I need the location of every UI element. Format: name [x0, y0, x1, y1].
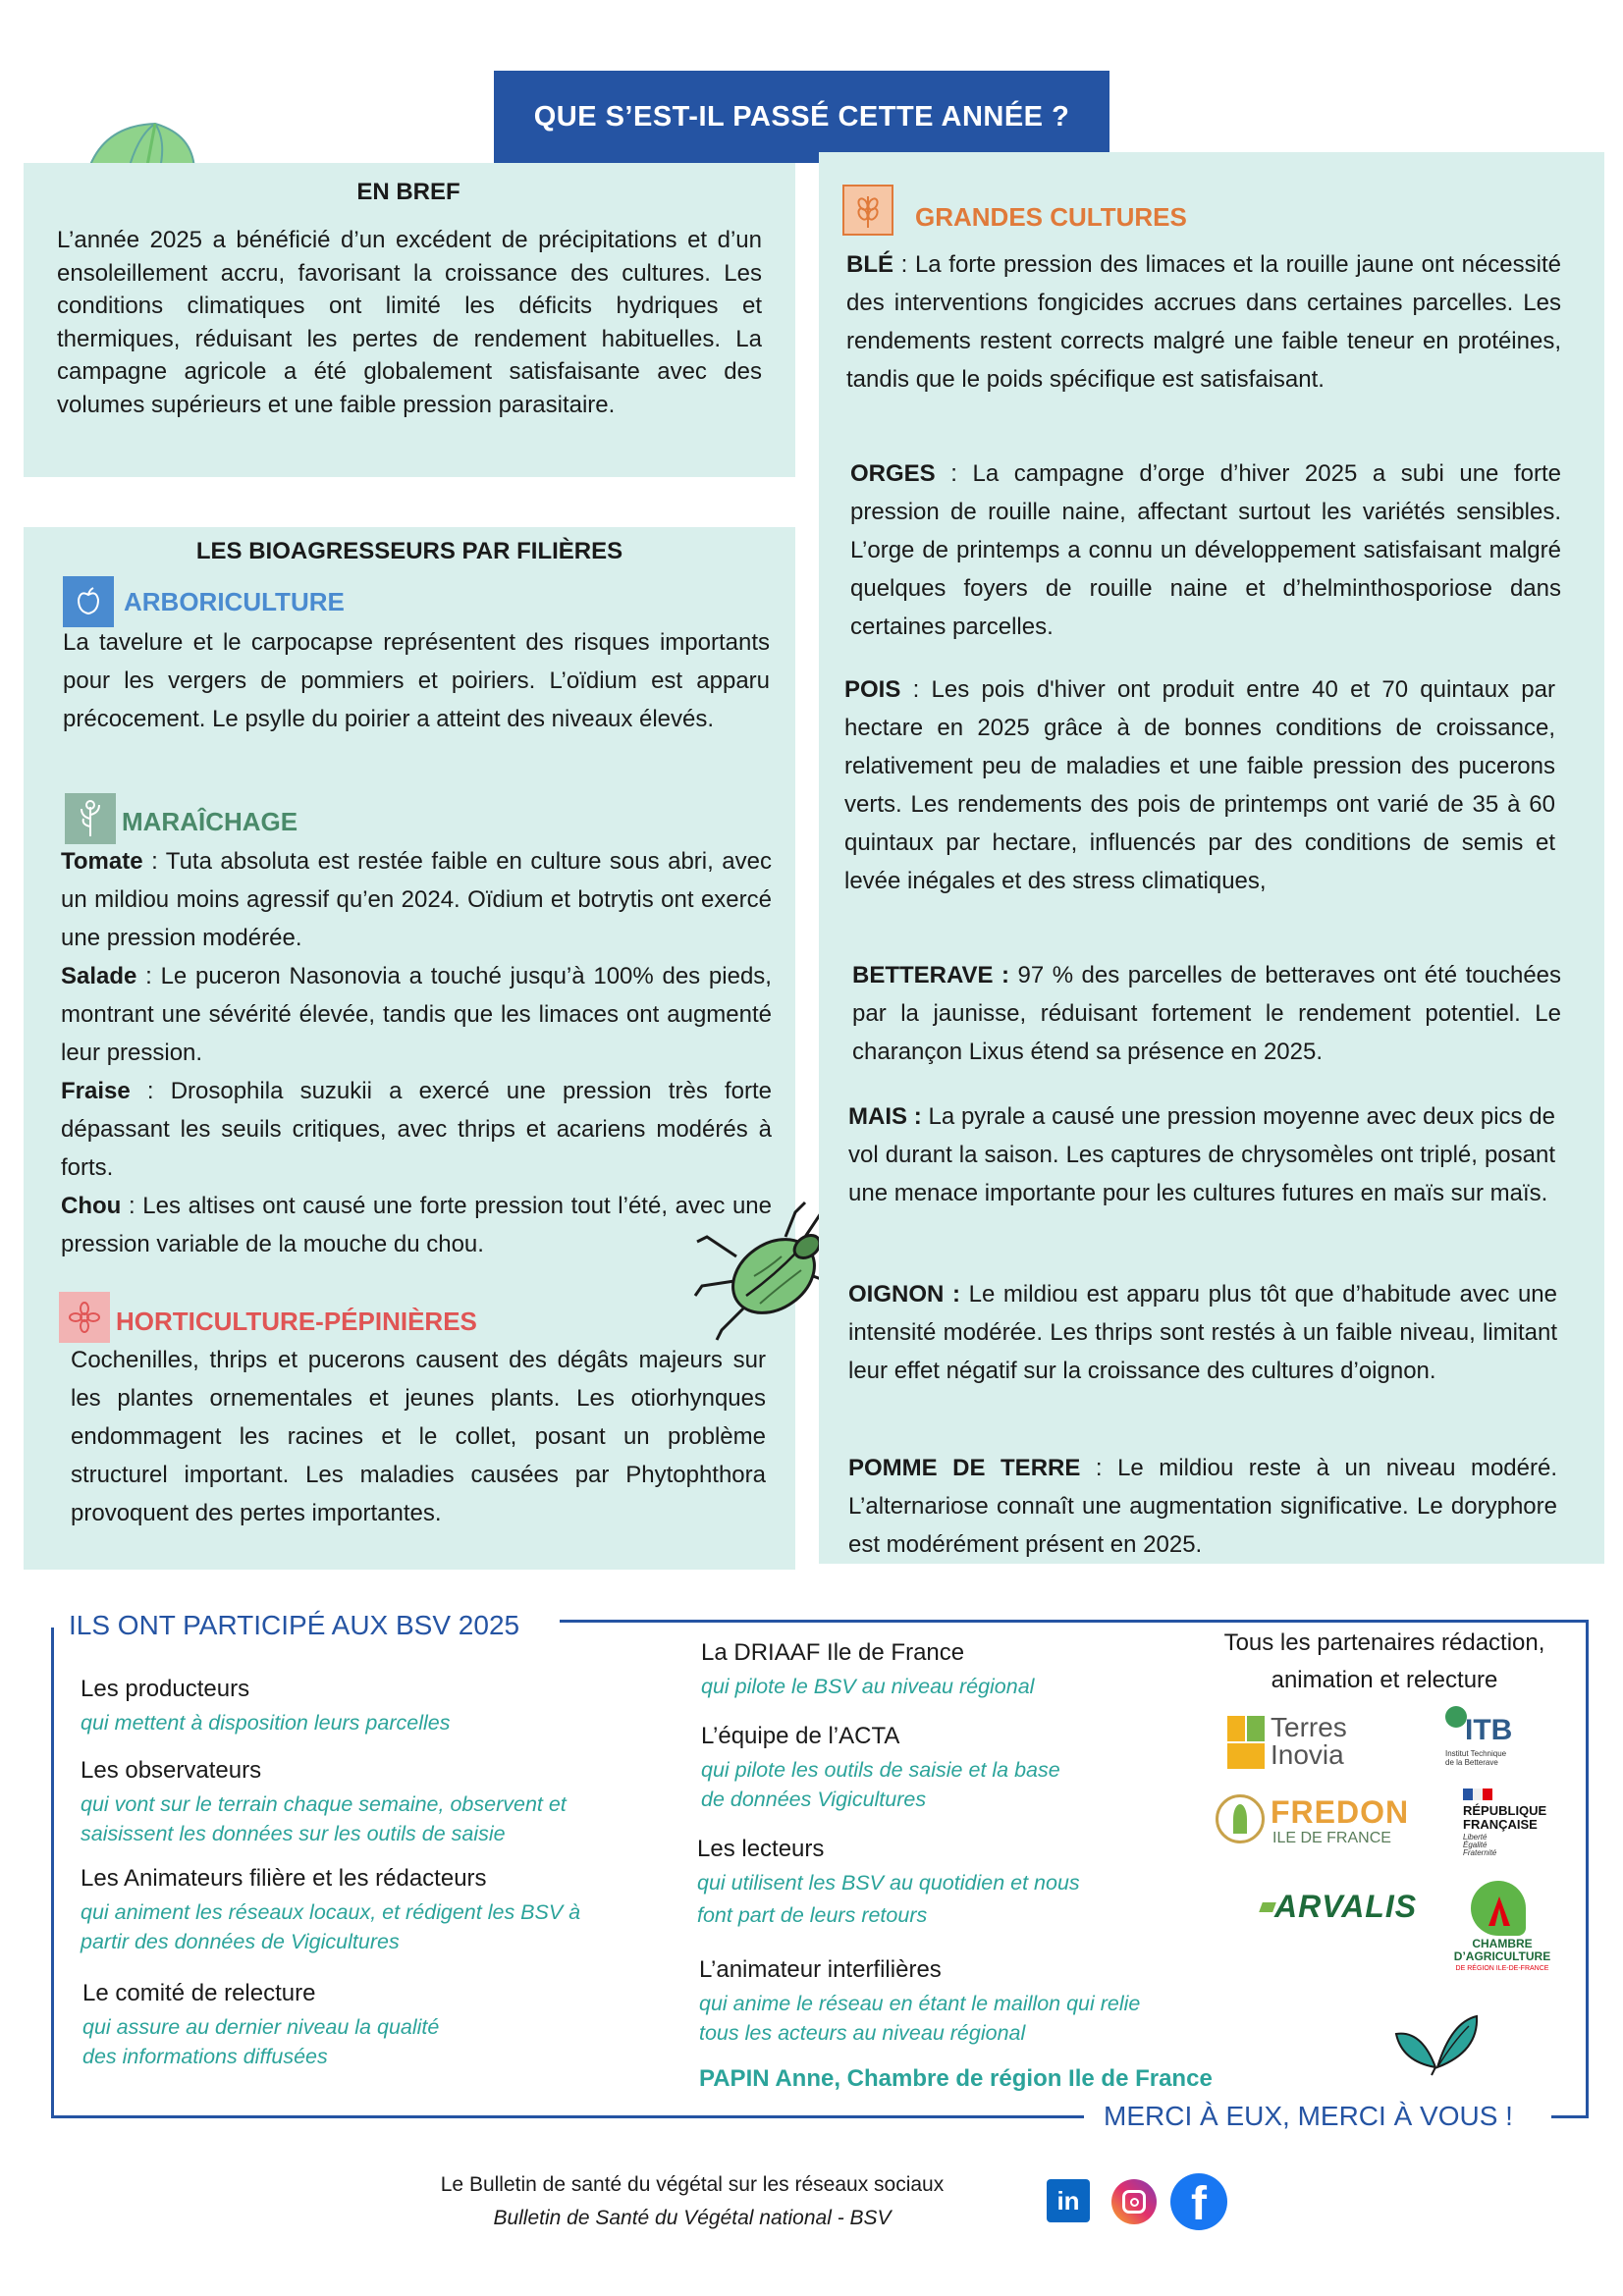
footer-line: Bulletin de Santé du Végétal national - BSV — [493, 2207, 892, 2229]
fredon-logo: FREDON ILE DE FRANCE — [1216, 1792, 1402, 1849]
participant-role: saisissent les données sur les outils de saisie — [81, 1822, 506, 1845]
frame-right — [1586, 1620, 1589, 2117]
maraichage-item: Fraise : Drosophila suzukii a exercé une pression très forte dépassant les seuils critiques, avec thrips et acariens modérés à forts. — [61, 1078, 772, 1181]
participant-role: qui animent les réseaux locaux, et rédigent les BSV à — [81, 1900, 581, 1924]
chambre-agriculture-logo: CHAMBRE D’AGRICULTURE DE RÉGION ILE-DE-FRANCE — [1443, 1881, 1561, 1979]
maraichage-item: Chou : Les altises ont causé une forte pression tout l’été, avec une pression variable de la mouche du chou. — [61, 1193, 772, 1257]
participant-role: qui mettent à disposition leurs parcelles — [81, 1711, 451, 1735]
arboriculture-title: ARBORICULTURE — [124, 587, 345, 616]
participant-role: de données Vigicultures — [701, 1788, 927, 1811]
participant-role: qui anime le réseau en étant le maillon qui relie — [699, 1992, 1141, 2015]
participant-role: font part de leurs retours — [697, 1903, 928, 1927]
flower-icon — [59, 1292, 110, 1343]
frame-bottom-left — [51, 2115, 1084, 2118]
participant-role: qui utilisent les BSV au quotidien et nous — [697, 1871, 1080, 1895]
participant-name: Les producteurs — [81, 1676, 250, 1702]
participants-title: ILS ONT PARTICIPÉ AUX BSV 2025 — [69, 1610, 520, 1640]
facebook-icon[interactable]: f — [1170, 2173, 1227, 2230]
frame-bottom-right — [1551, 2115, 1589, 2118]
participant-role: partir des données de Vigicultures — [81, 1930, 400, 1953]
maraichage-title: MARAÎCHAGE — [122, 807, 298, 836]
en-bref-text: L’année 2025 a bénéficié d’un excédent de précipitations et d’un ensoleillement accru, favorisant la croissance des cultures. Les conditions climatiques ont limité les déficits hydriques et thermiques, réduisant les pertes de rendement habituelles. La campagne agricole a été globalement satisfaisante avec des volumes supérieurs et une faible pression parasitaire. — [57, 227, 762, 418]
partners-title-line: animation et relecture — [1271, 1667, 1498, 1693]
chou-label: Chou — [61, 1193, 122, 1219]
linkedin-icon[interactable]: in — [1047, 2179, 1090, 2222]
republique-logo: RÉPUBLIQUE FRANÇAISE Liberté Égalité Fraternité — [1463, 1789, 1561, 1857]
papin-credit: PAPIN Anne, Chambre de région Ile de France — [699, 2065, 1213, 2092]
frame-left — [51, 1628, 54, 2118]
apple-icon — [63, 576, 114, 627]
arvalis-logo: ARVALIS — [1261, 1885, 1437, 1934]
gc-item-ble: BLÉ : La forte pression des limaces et la rouille jaune ont nécessité des interventions fongicides accrues dans certaines parcelles. Les rendements restent corrects malgré une faible teneur en protéines, tandis que le poids spécifique est satisfaisant. — [846, 251, 1561, 393]
participant-name: Le comité de relecture — [82, 1980, 316, 2006]
plant-icon — [65, 793, 116, 844]
frame-top-right — [560, 1620, 1589, 1623]
en-bref-title: EN BREF — [356, 179, 460, 205]
terres-inovia-logo: Terres Inovia — [1227, 1716, 1384, 1773]
participant-name: La DRIAAF Ile de France — [701, 1639, 965, 1666]
tomate-label: Tomate — [61, 848, 143, 875]
grandes-cultures-title: GRANDES CULTURES — [915, 202, 1187, 232]
maraichage-item: Salade : Le puceron Nasonovia a touché jusqu’à 100% des pieds, montrant une sévérité élevée, tandis que les limaces ont augmenté leur pression. — [61, 963, 772, 1066]
gc-item-orges: ORGES : La campagne d’orge d’hiver 2025 a subi une forte pression de rouille naine, affectant surtout les variétés sensibles. L’orge de printemps a connu un développement satisfaisant malgré quelques foyers de rouille naine et d’helminthosporiose dans certaines parcelles. — [850, 460, 1561, 640]
tomate-text: Tuta absoluta est restée faible en culture sous abri, avec un mildiou moins agressif qu’en 2024. Oïdium et botrytis ont exercé une pression modérée. — [61, 848, 772, 951]
gc-item-mais: MAIS : La pyrale a causé une pression moyenne avec deux pics de vol durant la saison. Les captures de chrysomèles ont triplé, posant une menace importante pour les cultures futures en maïs sur maïs. — [848, 1103, 1556, 1206]
salade-text: Le puceron Nasonovia a touché jusqu’à 100% des pieds, montrant une sévérité élevée, tandis que les limaces ont augmenté leur pression. — [61, 963, 772, 1066]
arboriculture-text: La tavelure et le carpocapse représentent des risques importants pour les vergers de pommiers et poiriers. L’oïdium est apparu précocement. Le psylle du poirier a atteint des niveaux élevés. — [63, 629, 770, 732]
leaf-icon — [1392, 2008, 1481, 2077]
participant-name: Les Animateurs filière et les rédacteurs — [81, 1865, 487, 1892]
instagram-icon[interactable] — [1111, 2179, 1157, 2224]
participant-role: tous les acteurs au niveau régional — [699, 2021, 1026, 2045]
footer-line: Le Bulletin de santé du végétal sur les réseaux sociaux — [440, 2173, 945, 2196]
gc-item-pois: POIS : Les pois d'hiver ont produit entre 40 et 70 quintaux par hectare en 2025 grâce à de bonnes conditions de croissance, relativement peu de maladies et une faible pression des pucerons verts. Les rendements des pois de printemps ont varié de 35 à 60 quintaux par hectare, influencés par des conditions de semis et levée inégales et des stress climatiques, — [844, 676, 1555, 894]
chou-text: Les altises ont causé une forte pression tout l’été, avec une pression variable de la mouche du chou. — [61, 1193, 772, 1257]
gc-item-pomme-de-terre: POMME DE TERRE : Le mildiou reste à un niveau modéré. L’alternariose connaît une augmentation significative. Le doryphore est modérément présent en 2025. — [848, 1455, 1557, 1558]
participant-role: qui pilote les outils de saisie et la base — [701, 1758, 1060, 1782]
merci-text: MERCI À EUX, MERCI À VOUS ! — [1104, 2101, 1513, 2131]
partners-title-line: Tous les partenaires rédaction, — [1223, 1629, 1545, 1656]
participant-role: qui assure au dernier niveau la qualité — [82, 2015, 440, 2039]
participant-name: L’équipe de l’ACTA — [701, 1723, 900, 1749]
page-banner: QUE S’EST-IL PASSÉ CETTE ANNÉE ? — [494, 71, 1109, 163]
bioagresseurs-title: LES BIOAGRESSEURS PAR FILIÈRES — [195, 538, 623, 564]
participant-name: L’animateur interfilières — [699, 1956, 942, 1983]
salade-label: Salade — [61, 963, 137, 989]
participant-role: qui vont sur le terrain chaque semaine, observent et — [81, 1792, 567, 1816]
participant-name: Les lecteurs — [697, 1836, 825, 1862]
maraichage-item: Tomate : Tuta absoluta est restée faible en culture sous abri, avec un mildiou moins agressif qu’en 2024. Oïdium et botrytis ont exercé une pression modérée. — [61, 848, 772, 951]
participant-role: des informations diffusées — [82, 2045, 328, 2068]
itb-logo: ITB Institut Technique de la Betterave — [1445, 1706, 1534, 1771]
wheat-icon — [842, 185, 893, 236]
horticulture-text: Cochenilles, thrips et pucerons causent des dégâts majeurs sur les plantes ornementales et jeunes plants. Les otiorhynques endommagent les racines et le collet, posant un problème structurel important. Les maladies causées par Phytophthora provoquent des pertes importantes. — [71, 1347, 766, 1526]
gc-item-oignon: OIGNON : Le mildiou est apparu plus tôt que d’habitude avec une intensité modérée. Les thrips sont restés à un faible niveau, limitant leur effet négatif sur la croissance des cultures d’oignon. — [848, 1281, 1558, 1384]
participant-role: qui pilote le BSV au niveau régional — [701, 1675, 1035, 1698]
participant-name: Les observateurs — [81, 1757, 262, 1784]
horticulture-title: HORTICULTURE-PÉPINIÈRES — [116, 1307, 477, 1336]
fraise-text: Drosophila suzukii a exercé une pression très forte dépassant les seuils critiques, avec thrips et acariens modérés à forts. — [61, 1078, 772, 1181]
fraise-label: Fraise — [61, 1078, 131, 1104]
gc-item-betterave: BETTERAVE : 97 % des parcelles de betteraves ont été touchées par la jaunisse, réduisant fortement le rendement potentiel. Le charançon Lixus étend sa présence en 2025. — [852, 962, 1562, 1065]
